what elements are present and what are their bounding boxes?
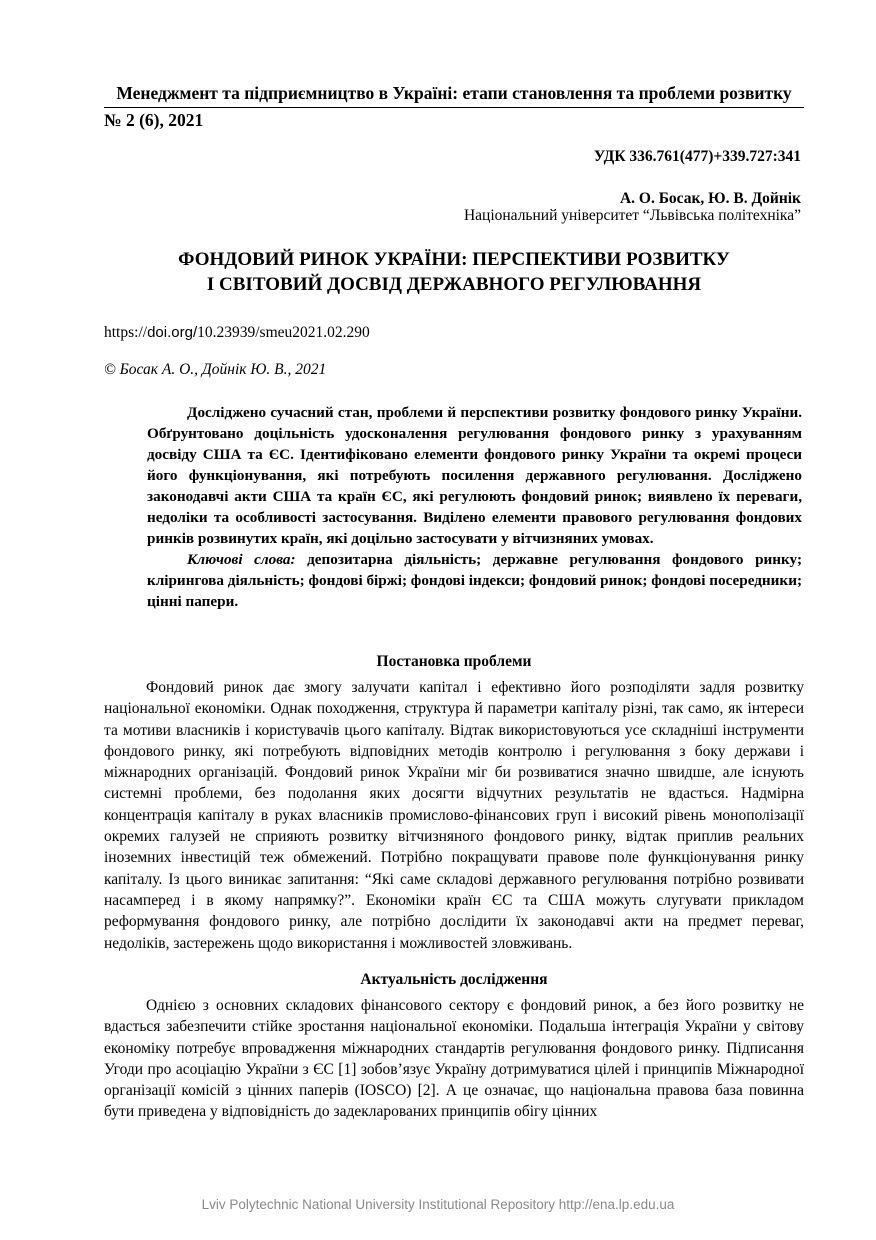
repository-footer: Lviv Polytechnic National University Institutional Repository http://ena.lp.edu.ua <box>201 1197 675 1212</box>
journal-title: Менеджмент та підприємництво в Україні: етапи становлення та проблеми розвитку <box>116 83 792 103</box>
copyright: © Босак А. О., Дойнік Ю. В., 2021 <box>104 361 327 378</box>
header-divider <box>104 107 804 108</box>
section-body-problem <box>104 677 804 954</box>
keywords-label: Ключові слова: <box>187 551 296 568</box>
paragraph: Однією з основних складових фінансового сектору є фондовий ринок, а без його розвитку не вдасться забезпечити стійке зростання національної економіки. Подальша інтеграція України у світову економіку потребує впровадження міжнародних стандартів регулювання фондового ринку. Підписання Угоди про асоціацію України з ЄС [1] зобов’язує Україну дотримуватися цілей і принципів Міжнародної організації комісій з цінних паперів (IOSCO) [2]. А це означає, що національна правова база повинна бути приведена у відповідність до задекларованих принципів обігу цінних <box>104 997 804 1121</box>
abstract <box>147 402 802 612</box>
doi-link[interactable] <box>104 324 370 342</box>
doi-domain: doi.org/ <box>147 324 198 341</box>
authors: А. О. Босак, Ю. В. Дойнік <box>619 190 801 207</box>
doi-prefix: https:// <box>104 324 148 341</box>
keywords-text: депозитарна діяльність; державне регулювання фондового ринку; клірингова діяльність; фондові біржі; фондові індекси; фондовий ринок; фондові посередники; цінні папери. <box>147 551 803 610</box>
section-body-relevance <box>104 995 804 1123</box>
article-title <box>104 247 804 297</box>
section-heading-relevance: Актуальність дослідження <box>360 971 548 988</box>
doi-suffix: 10.23939/smeu2021.02.290 <box>197 324 370 341</box>
article-title-line-2: І СВІТОВИЙ ДОСВІД ДЕРЖАВНОГО РЕГУЛЮВАННЯ <box>206 274 702 295</box>
paragraph: Фондовий ринок дає змогу залучати капітал і ефективно його розподіляти задля розвитку національної економіки. Однак походження, структура й параметри капіталу різні, так само, як інтереси та мотиви власників і користувачів цього капіталу. Відтак використовуються усе складніші інструменти фондового ринку, які потребують відповідних методів контролю і регулювання з боку держави і міжнародних організацій. Фондовий ринок України міг би розвиватися значно швидше, але існують системні проблеми, без подолання яких досягти відчутних результатів не вдасться. Надмірна концентрація капіталу в руках власників промислово-фінансових груп і високий рівень монополізації окремих галузей не сприяють розвитку вітчизняного фондового ринку, відтак приплив реальних іноземних інвестицій теж обмежений. Потрібно покращувати правове поле функціонування ринку капіталу. Із цього виникає запитання: “Які саме складові державного регулювання потрібно розвивати насамперед і в якому напрямку?”. Економіки країн ЄС та США можуть слугувати прикладом реформування фондового ринку, але потрібно дослідити їх законодавчі акти на предмет переваг, недоліків, застережень щодо використання і можливостей зловживань. <box>104 679 804 952</box>
issue-number: № 2 (6), 2021 <box>104 110 204 130</box>
abstract-text: Досліджено сучасний стан, проблеми й перспективи розвитку фондового ринку України. Обґрунтовано доцільність удосконалення регулювання фондового ринку з урахуванням досвіду США та ЄС. Ідентифіковано елементи фондового ринку України та окремі процеси його функціонування, які потребують посилення державного регулювання. Досліджено законодавчі акти США та країн ЄС, які регулюють фондовий ринок; виявлено їх переваги, недоліки та особливості застосування. Виділено елементи правового регулювання фондових ринків розвинутих країн, які доцільно застосувати у вітчизняних умовах. <box>147 404 802 547</box>
udk-code: УДК 336.761(477)+339.727:341 <box>593 148 801 165</box>
affiliation: Національний університет “Львівська політехніка” <box>463 207 801 224</box>
article-title-line-1: ФОНДОВИЙ РИНОК УКРАЇНИ: ПЕРСПЕКТИВИ РОЗВИТКУ <box>178 249 730 270</box>
section-heading-problem: Постановка проблеми <box>376 653 532 670</box>
keywords <box>147 549 802 612</box>
